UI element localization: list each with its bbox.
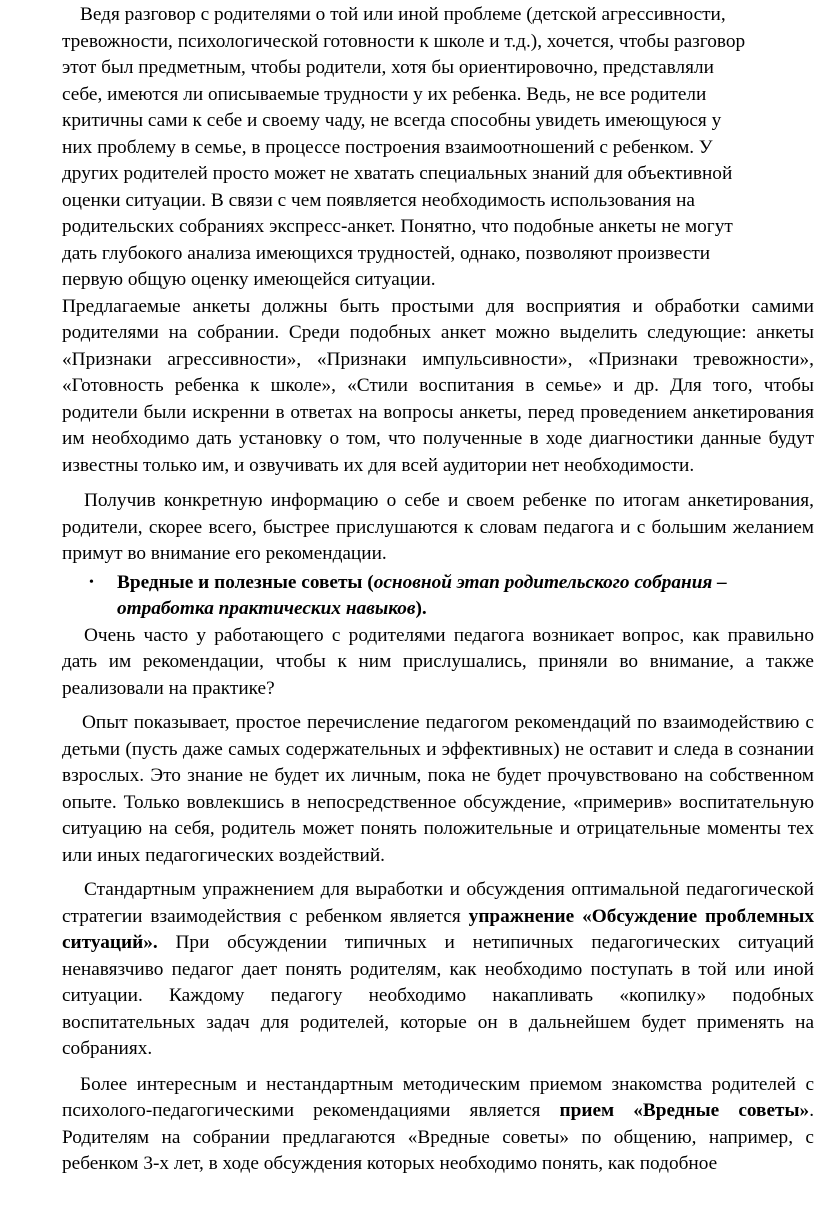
bullet-bold-start: Вредные и полезные советы ( [117, 571, 374, 593]
bullet-marker: • [89, 574, 94, 590]
paragraph-1: Ведя разговор с родителями о той или иной проблеме (детской агрессивности, тревожности, психологической готовности к школе и т.д.), хочется, чтобы разговор этот был предметным, чтобы родители, хотя бы ориентировочно, представляли себе, имеются ли описываемые трудности у их ребенка. Ведь, не все родители критичны сами к себе и своему чаду, не всегда способны увидеть имеющуюся у них проблему в семье, в процессе построения взаимоотношений с ребенком. У других родителей просто может не хватать специальных знаний для объективной оценки ситуации. В связи с чем появляется необходимость использования на родительских собраниях экспресс-анкет. Понятно, что подобные анкеты не могут дать глубокого анализа имеющихся трудностей, однако, позволяют произвести первую общую оценку имеющейся ситуации. [62, 4, 746, 290]
paragraph-7-end: . Родителям на собрании предлагаются «Вредные советы» по общению, например, с ребенком 3-х лет, в ходе обсуждения которых необходимо понять, как подобное [62, 1100, 815, 1174]
paragraph-6-bold: упражнение «Обсуждение проблемных ситуаций». [62, 905, 814, 953]
paragraph-2: Предлагаемые анкеты должны быть простыми для восприятия и обработки самими родителями на собрании. Среди подобных анкет можно выделить следующие: анкеты «Признаки агрессивности», «Признаки импульсивности», «Признаки тревожности», «Готовность ребенка к школе», «Стили воспитания в семье» и др. Для того, чтобы родители были искренни в ответах на вопросы анкеты, перед проведением анкетирования им необходимо дать установку о том, что полученные в ходе диагностики данные будут известны только им, и озвучивать их для всей аудитории нет необходимости. [62, 295, 814, 476]
bullet-bold-end: ). [415, 598, 427, 619]
paragraph-7-start: Более интересным и нестандартным методическим приемом знакомства родителей с психолого-педагогическими рекомендациями является [62, 1073, 814, 1121]
paragraph-6-end: При обсуждении типичных и нетипичных педагогических ситуаций ненавязчиво педагог дает понять родителям, как необходимо поступать в той или иной ситуации. Каждому педагогу необходимо накапливать «копилку» подобных воспитательных задач для родителей, которые он в дальнейшем будет применять на собраниях. [62, 932, 814, 1059]
document-page [0, 2, 815, 1178]
bullet-heading [117, 570, 816, 623]
paragraph-3: Получив конкретную информацию о себе и своем ребенке по итогам анкетирования, родители, скорее всего, быстрее прислушаются к словам педагога и с большим желанием примут во внимание его рекомендации. [62, 490, 814, 564]
paragraph-4: Очень часто у работающего с родителями педагога возникает вопрос, как правильно дать им рекомендации, чтобы к ним прислушались, приняли во внимание, а также реализовали на практике? [62, 624, 814, 699]
bullet-item [62, 570, 816, 623]
paragraph-6 [62, 877, 814, 1063]
bullet-bold-italic: основной этап родительского собрания – отработка практических навыков [117, 571, 727, 619]
paragraph-7-bold: прием «Вредные советы» [559, 1100, 810, 1121]
paragraph-7 [62, 1072, 814, 1178]
paragraph-6-start: Стандартным упражнением для выработки и обсуждения оптимальной педагогической стратегии взаимодействия с ребенком является [62, 879, 814, 927]
paragraph-5: Опыт показывает, простое перечисление педагогом рекомендаций по взаимодействию с детьми (пусть даже самых содержательных и эффективных) не оставит и следа в сознании взрослых. Это знание не будет их личным, пока не будет прочувствовано на собственном опыте. Только вовлекшись в непосредственное обсуждение, «примерив» воспитательную ситуацию на себя, родитель может понять положительные и отрицательные моменты тех или иных педагогических воздействий. [62, 712, 814, 866]
